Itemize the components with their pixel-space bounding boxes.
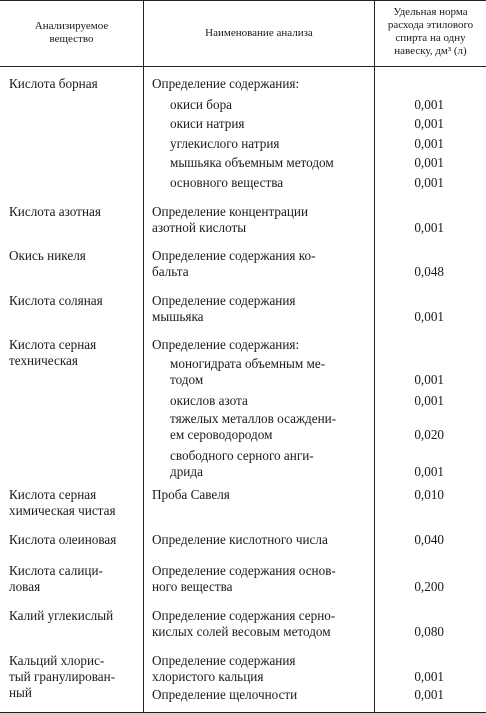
norm-value: 0,001	[414, 669, 444, 684]
analysis-text: Определение щелочности	[152, 687, 298, 702]
header-norm-line: спирта на одну	[395, 32, 466, 44]
norm-value: 0,001	[414, 464, 444, 479]
norm-value: 0,001	[414, 175, 444, 190]
analysis-text: окислов азота	[170, 393, 248, 408]
analysis-text: мышьяка	[152, 309, 204, 324]
norm-value: 0,080	[414, 624, 444, 639]
substance-name: Кислота серная	[9, 337, 97, 352]
norm-value: 0,001	[414, 393, 444, 408]
analysis-text: хлористого кальция	[152, 669, 264, 684]
norm-value: 0,001	[414, 687, 444, 702]
table-top-border	[0, 0, 486, 1]
substance-name: Кислота азотная	[9, 204, 101, 219]
header-substance-line: вещество	[49, 33, 94, 45]
substance-name: химическая чистая	[9, 503, 116, 518]
substance-name: Кислота соляная	[9, 293, 103, 308]
analysis-text: бальта	[152, 264, 189, 279]
analysis-text: окиси бора	[170, 97, 233, 112]
norm-value: 0,001	[414, 155, 444, 170]
substance-name: Калий углекислый	[9, 608, 114, 623]
header-analysis-line: Наименование анализа	[205, 27, 313, 39]
analysis-text: ем сероводородом	[170, 427, 273, 442]
substance-name: Кислота олеиновая	[9, 532, 117, 547]
norm-value: 0,001	[414, 220, 444, 235]
substance-name: Кислота серная	[9, 487, 97, 502]
analysis-text: Определение содержания:	[152, 337, 300, 352]
analysis-text: дрида	[170, 464, 203, 479]
analysis-text: мышьяка объемным методом	[170, 155, 334, 170]
header-analysis	[144, 27, 374, 40]
analysis-text: кислых солей весовым методом	[152, 624, 331, 639]
norm-value: 0,001	[414, 97, 444, 112]
norm-value: 0,020	[414, 427, 444, 442]
norm-value: 0,001	[414, 372, 444, 387]
analysis-text: моногидрата объемным ме-	[170, 356, 326, 371]
analysis-text: тяжелых металлов осаждени-	[170, 411, 337, 426]
analysis-text: Определение содержания серно-	[152, 608, 336, 623]
substance-name: ный	[9, 685, 32, 700]
substance-name: Кальций хлорис-	[9, 653, 105, 668]
substance-name: Кислота салици-	[9, 563, 103, 578]
analysis-text: Определение содержания:	[152, 76, 300, 91]
analysis-text: Определение концентрации	[152, 204, 309, 219]
norm-value: 0,001	[414, 309, 444, 324]
header-norm-line: Удельная норма	[393, 6, 468, 18]
header-norm-line: навеску, дм³ (л)	[394, 45, 467, 57]
analysis-text: свободного серного анги-	[170, 448, 314, 463]
analysis-text: Определение кислотного числа	[152, 532, 328, 547]
norm-value: 0,001	[414, 116, 444, 131]
substance-name: Окись никеля	[9, 248, 86, 263]
analysis-text: углекислого натрия	[170, 136, 280, 151]
substance-name: техническая	[9, 353, 78, 368]
analysis-text: окиси натрия	[170, 116, 245, 131]
analysis-text: тодом	[170, 372, 204, 387]
norm-value: 0,001	[414, 136, 444, 151]
norm-value: 0,048	[414, 264, 444, 279]
substance-name: тый гранулирован-	[9, 669, 116, 684]
norm-value: 0,200	[414, 579, 444, 594]
substance-name: Кислота борная	[9, 76, 98, 91]
analysis-text: ного вещества	[152, 579, 233, 594]
header-norm-line: расхода этилового	[387, 19, 474, 31]
analysis-text: Определение содержания	[152, 653, 296, 668]
analysis-text: Проба Савеля	[152, 487, 230, 502]
analysis-text: Определение содержания	[152, 293, 296, 308]
norm-value: 0,010	[414, 487, 444, 502]
header-norm	[375, 6, 486, 58]
analysis-text: основного вещества	[170, 175, 284, 190]
analysis-text: азотной кислоты	[152, 220, 247, 235]
substance-name: ловая	[9, 579, 41, 594]
norm-value: 0,040	[414, 532, 444, 547]
analysis-text: Определение содержания ко-	[152, 248, 316, 263]
column-divider-1	[143, 0, 144, 713]
header-substance	[0, 20, 143, 46]
header-substance-line: Анализируемое	[34, 20, 109, 32]
analysis-text: Определение содержания основ-	[152, 563, 336, 578]
header-bottom-border	[0, 66, 486, 67]
column-divider-2	[374, 0, 375, 713]
